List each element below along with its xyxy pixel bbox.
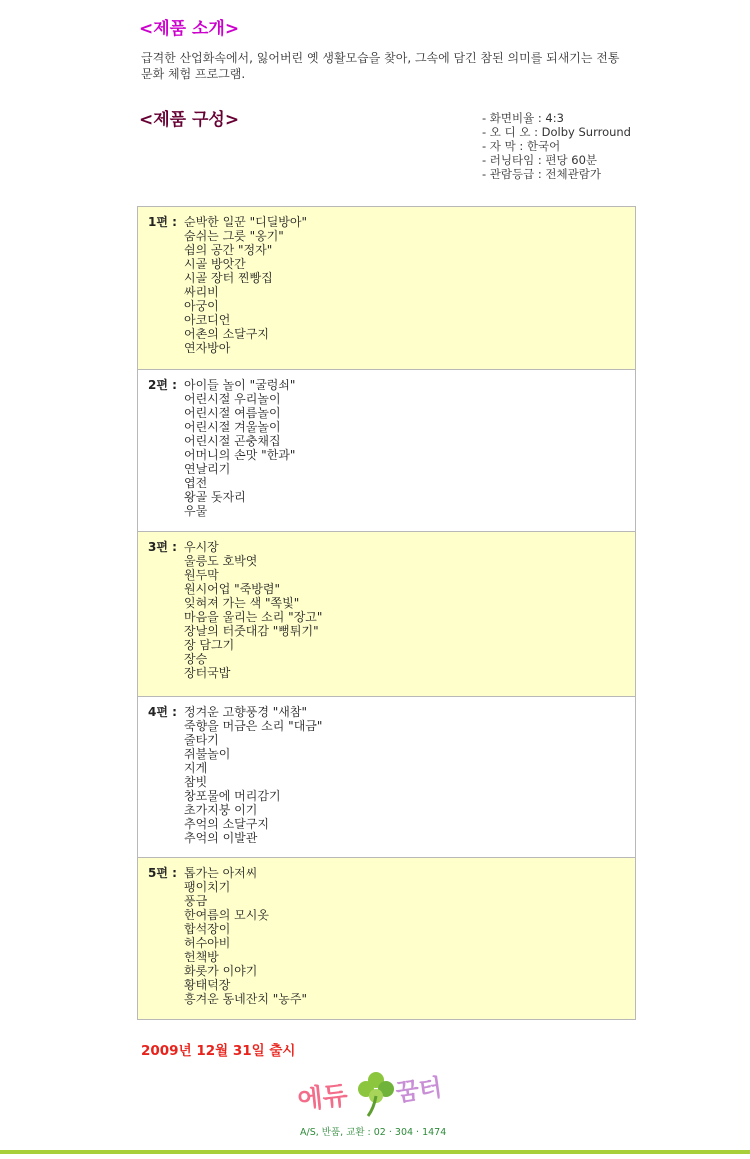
list-item: 잊혀져 가는 색 "쪽빛"	[184, 596, 300, 610]
episode-table	[137, 206, 636, 1020]
list-item: 순박한 일꾼 "디딜방아"	[184, 215, 307, 229]
list-item: 추억의 이발관	[184, 831, 258, 845]
episode-item-list	[184, 378, 635, 518]
bottom-divider	[0, 1150, 750, 1154]
episode-1	[138, 207, 635, 369]
list-item: 추억의 소달구지	[184, 817, 269, 831]
list-item: 어린시절 곤충채집	[184, 434, 281, 448]
list-item: 합석장이	[184, 922, 231, 936]
episode-item-list	[184, 866, 635, 1006]
list-item: 창포물에 머리감기	[184, 789, 281, 803]
list-item: 아궁이	[184, 299, 219, 313]
list-item: 황태덕장	[184, 978, 231, 992]
list-item: 지게	[184, 761, 208, 775]
list-item: 어촌의 소달구지	[184, 327, 269, 341]
list-item: 연자방아	[184, 341, 231, 355]
episode-item-list	[184, 540, 635, 680]
list-item: 참빗	[184, 775, 208, 789]
list-item: 마음을 울리는 소리 "장고"	[184, 610, 323, 624]
list-item: 장날의 터줏대감 "뻥튀기"	[184, 624, 319, 638]
clover-icon	[358, 1072, 394, 1116]
logo-text-right: 꿈터	[394, 1073, 444, 1108]
list-item: 숨쉬는 그릇 "옹기"	[184, 229, 284, 243]
episode-number: 3편 :	[148, 540, 177, 554]
list-item: 허수아비	[184, 936, 231, 950]
contact-info: A/S, 반품, 교환 : 02 · 304 · 1474	[300, 1127, 447, 1138]
list-item: 어린시절 여름놀이	[184, 406, 281, 420]
list-item: 엽전	[184, 476, 208, 490]
list-item: 어린시절 겨울놀이	[184, 420, 281, 434]
list-item: 시골 방앗간	[184, 257, 246, 271]
release-date: 2009년 12월 31일 출시	[141, 1043, 296, 1059]
list-item: 헌책방	[184, 950, 219, 964]
list-item: 어린시절 우리놀이	[184, 392, 281, 406]
list-item: 원두막	[184, 568, 219, 582]
list-item: 한여름의 모시옷	[184, 908, 269, 922]
spec-rating: - 관람등급 : 전체관람가	[482, 167, 601, 181]
list-item: 아코디언	[184, 313, 231, 327]
edu-kkumteo-logo	[296, 1062, 456, 1120]
list-item: 죽향을 머금은 소리 "대금"	[184, 719, 323, 733]
list-item: 시골 장터 찐빵집	[184, 271, 273, 285]
list-item: 줄타기	[184, 733, 219, 747]
list-item: 풍금	[184, 894, 208, 908]
spec-audio: - 오 디 오 : Dolby Surround	[482, 125, 631, 139]
list-item: 울릉도 호박엿	[184, 554, 258, 568]
product-composition-title: <제품 구성>	[139, 110, 240, 130]
list-item: 정겨운 고향풍경 "새참"	[184, 705, 307, 719]
list-item: 싸리비	[184, 285, 219, 299]
episode-number: 2편 :	[148, 378, 177, 392]
list-item: 우물	[184, 504, 208, 518]
episode-2	[138, 369, 635, 531]
list-item: 장승	[184, 652, 208, 666]
list-item: 화롯가 이야기	[184, 964, 258, 978]
list-item: 장 담그기	[184, 638, 235, 652]
episode-number: 5편 :	[148, 866, 177, 880]
episode-number: 1편 :	[148, 215, 177, 229]
product-intro-text: 급격한 산업화속에서, 잃어버린 옛 생활모습을 찾아, 그속에 담긴 참된 의미를 되새기는 전통문화 체험 프로그램.	[141, 51, 620, 81]
list-item: 흥겨운 동네잔치 "농주"	[184, 992, 307, 1006]
list-item: 아이들 놀이 "굴렁쇠"	[184, 378, 296, 392]
list-item: 연날리기	[184, 462, 231, 476]
list-item: 팽이치기	[184, 880, 231, 894]
episode-3	[138, 531, 635, 696]
list-item: 쉼의 공간 "정자"	[184, 243, 273, 257]
spec-subtitle: - 자 막 : 한국어	[482, 139, 561, 153]
list-item: 원시어업 "죽방렴"	[184, 582, 280, 596]
product-intro-title: <제품 소개>	[139, 19, 240, 39]
episode-4	[138, 696, 635, 857]
spec-list	[482, 111, 631, 181]
list-item: 왕골 돗자리	[184, 490, 246, 504]
list-item: 우시장	[184, 540, 219, 554]
logo-text-left: 에듀	[296, 1080, 350, 1116]
spec-running-time: - 러닝타임 : 편당 60분	[482, 153, 598, 167]
spec-aspect-ratio: - 화면비율 : 4:3	[482, 111, 564, 125]
episode-item-list	[184, 215, 635, 355]
episode-5	[138, 857, 635, 1019]
list-item: 톱가는 아저씨	[184, 866, 258, 880]
list-item: 장터국밥	[184, 666, 231, 680]
list-item: 초가지붕 이기	[184, 803, 258, 817]
list-item: 어머니의 손맛 "한과"	[184, 448, 296, 462]
list-item: 쥐불놀이	[184, 747, 231, 761]
episode-item-list	[184, 705, 635, 845]
episode-number: 4편 :	[148, 705, 177, 719]
